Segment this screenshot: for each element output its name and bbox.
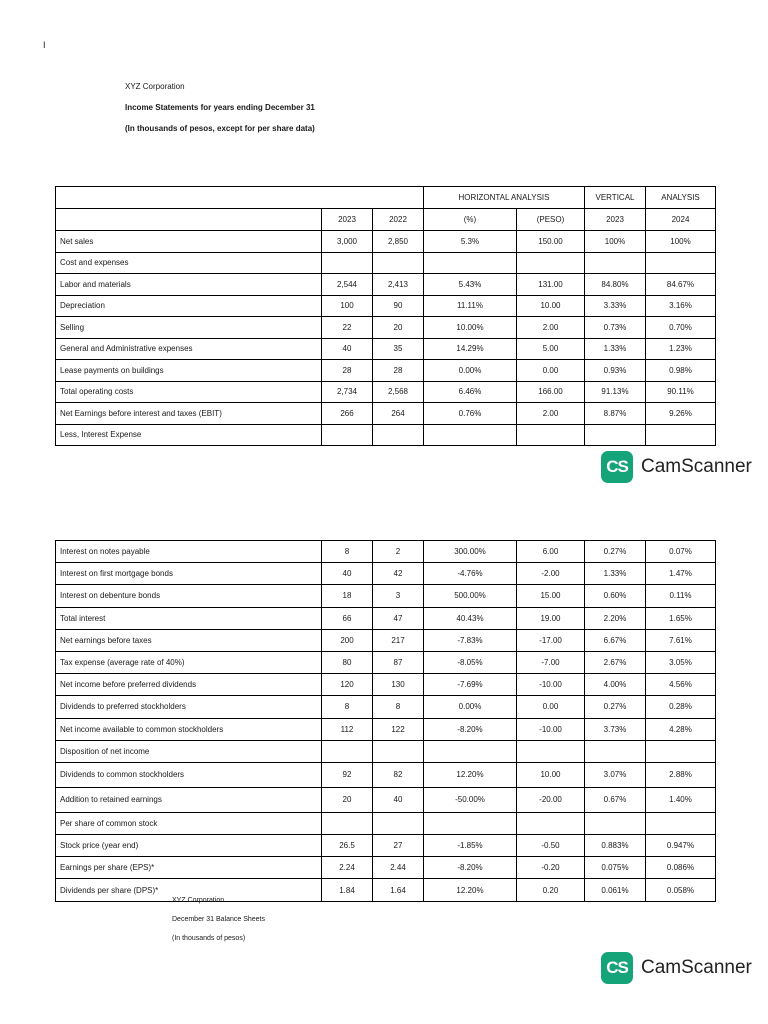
row-label: Interest on debenture bonds <box>56 585 322 607</box>
table-cell: 91.13% <box>585 381 646 403</box>
table-cell: 11.11% <box>424 295 517 317</box>
table-cell: 100% <box>646 231 716 253</box>
table-cell: 20 <box>322 787 373 812</box>
table-cell: -7.00 <box>517 651 585 673</box>
vertical-header: VERTICAL <box>585 187 646 209</box>
table-cell: 5.3% <box>424 231 517 253</box>
table-cell: 2.67% <box>585 651 646 673</box>
table-cell: -20.00 <box>517 787 585 812</box>
camscanner-text: CamScanner <box>641 957 752 978</box>
table-cell: -50.00% <box>424 787 517 812</box>
table-row <box>56 762 716 787</box>
row-label: Depreciation <box>56 295 322 317</box>
table-cell: 12.20% <box>424 879 517 901</box>
table-cell: 28 <box>322 360 373 382</box>
row-label: Interest on first mortgage bonds <box>56 563 322 585</box>
table-cell: 28 <box>373 360 424 382</box>
income-statement-continued-body <box>56 541 716 902</box>
row-label: Selling <box>56 317 322 339</box>
table-row <box>56 812 716 834</box>
table-cell: 6.46% <box>424 381 517 403</box>
table-cell: 0.67% <box>585 787 646 812</box>
table-cell: 266 <box>322 403 373 425</box>
table-cell: 120 <box>322 674 373 696</box>
table-cell: 1.33% <box>585 563 646 585</box>
table-cell: -8.20% <box>424 857 517 879</box>
col-2023-header: 2023 <box>322 209 373 231</box>
table-cell: 19.00 <box>517 607 585 629</box>
camscanner-watermark <box>601 451 752 483</box>
balance-sheet-title: December 31 Balance Sheets <box>172 916 265 923</box>
table-cell: 122 <box>373 718 424 740</box>
table-cell: 40 <box>373 787 424 812</box>
horizontal-analysis-header: HORIZONTAL ANALYSIS <box>424 187 585 209</box>
table-cell <box>373 740 424 762</box>
table-cell <box>517 812 585 834</box>
table-cell: -17.00 <box>517 629 585 651</box>
row-label: Lease payments on buildings <box>56 360 322 382</box>
table-cell: 200 <box>322 629 373 651</box>
table-cell: 26.5 <box>322 835 373 857</box>
row-label: Disposition of net income <box>56 740 322 762</box>
row-label: Less, Interest Expense <box>56 424 322 446</box>
table-cell: 2.00 <box>517 317 585 339</box>
table-row <box>56 718 716 740</box>
table-row <box>56 252 716 274</box>
table-cell: 0.20 <box>517 879 585 901</box>
table-cell: 3 <box>373 585 424 607</box>
table-cell: 15.00 <box>517 585 585 607</box>
table-cell <box>424 424 517 446</box>
table-cell: 27 <box>373 835 424 857</box>
table-row <box>56 338 716 360</box>
header-blank-cell <box>56 187 424 209</box>
table-cell: 87 <box>373 651 424 673</box>
table-cell: 2.88% <box>646 762 716 787</box>
row-label: Total interest <box>56 607 322 629</box>
table-cell <box>373 812 424 834</box>
col-vertical-2023-header: 2023 <box>585 209 646 231</box>
table-cell <box>517 424 585 446</box>
table-cell: 10.00 <box>517 762 585 787</box>
table-row <box>56 295 716 317</box>
table-cell: 3,000 <box>322 231 373 253</box>
table-cell: 6.67% <box>585 629 646 651</box>
table-cell: 92 <box>322 762 373 787</box>
table-cell <box>322 740 373 762</box>
table-cell: 2,413 <box>373 274 424 296</box>
table-cell: 0.00% <box>424 360 517 382</box>
table-cell <box>646 424 716 446</box>
row-label: Net Earnings before interest and taxes (EBIT) <box>56 403 322 425</box>
table-row <box>56 787 716 812</box>
table-cell: 2.44 <box>373 857 424 879</box>
table-cell: -0.50 <box>517 835 585 857</box>
table-cell: 131.00 <box>517 274 585 296</box>
table-cell <box>424 252 517 274</box>
table-cell: 2,568 <box>373 381 424 403</box>
table-cell: -0.20 <box>517 857 585 879</box>
table-cell: 47 <box>373 607 424 629</box>
table-row <box>56 381 716 403</box>
table-cell: 0.27% <box>585 541 646 563</box>
row-label: Earnings per share (EPS)* <box>56 857 322 879</box>
table-cell: 100 <box>322 295 373 317</box>
table-cell: 0.93% <box>585 360 646 382</box>
row-label: Cost and expenses <box>56 252 322 274</box>
table-cell: 90.11% <box>646 381 716 403</box>
table-cell: 1.40% <box>646 787 716 812</box>
col-2022-header: 2022 <box>373 209 424 231</box>
table-cell: 40.43% <box>424 607 517 629</box>
table-cell <box>646 812 716 834</box>
table-cell: 0.07% <box>646 541 716 563</box>
table-cell: 150.00 <box>517 231 585 253</box>
table-cell: 1.65% <box>646 607 716 629</box>
table-row <box>56 651 716 673</box>
table-cell: 2.00 <box>517 403 585 425</box>
table-cell: 0.76% <box>424 403 517 425</box>
income-statement-table <box>55 186 716 446</box>
table-row <box>56 607 716 629</box>
col-peso-header: (PESO) <box>517 209 585 231</box>
camscanner-watermark-bottom <box>601 952 752 984</box>
table-cell: 35 <box>373 338 424 360</box>
row-label: Tax expense (average rate of 40%) <box>56 651 322 673</box>
table-cell: 3.33% <box>585 295 646 317</box>
table-cell: 9.26% <box>646 403 716 425</box>
row-label: Net sales <box>56 231 322 253</box>
income-statement-body <box>56 231 716 446</box>
table-cell: 5.00 <box>517 338 585 360</box>
table-cell: 1.84 <box>322 879 373 901</box>
table-cell: -4.76% <box>424 563 517 585</box>
table-row <box>56 563 716 585</box>
table-cell <box>322 812 373 834</box>
table-cell: 40 <box>322 338 373 360</box>
table-cell: 84.67% <box>646 274 716 296</box>
col-vertical-2024-header: 2024 <box>646 209 716 231</box>
table-cell: 0.947% <box>646 835 716 857</box>
table-cell <box>585 812 646 834</box>
table-row <box>56 585 716 607</box>
row-label: Dividends to common stockholders <box>56 762 322 787</box>
table-row <box>56 541 716 563</box>
table-cell: 112 <box>322 718 373 740</box>
table-cell: 0.058% <box>646 879 716 901</box>
table-cell: -1.85% <box>424 835 517 857</box>
table-row <box>56 674 716 696</box>
table-cell: -10.00 <box>517 674 585 696</box>
table-cell: -7.69% <box>424 674 517 696</box>
row-label: Total operating costs <box>56 381 322 403</box>
table-cell: 0.70% <box>646 317 716 339</box>
table-cell: -8.20% <box>424 718 517 740</box>
table-cell: 84.80% <box>585 274 646 296</box>
table-row <box>56 879 716 901</box>
table-cell: 1.23% <box>646 338 716 360</box>
table-cell: 10.00% <box>424 317 517 339</box>
table-cell: 2,734 <box>322 381 373 403</box>
table-cell: 2,544 <box>322 274 373 296</box>
table-cell: 8 <box>373 696 424 718</box>
table-cell: 0.00% <box>424 696 517 718</box>
statement-title: Income Statements for years ending December 31 <box>125 103 315 112</box>
table-cell: 22 <box>322 317 373 339</box>
balance-sheet-company: XYZ Corporation <box>172 897 225 904</box>
table-cell: 4.56% <box>646 674 716 696</box>
table-cell: 0.28% <box>646 696 716 718</box>
table-cell: 14.29% <box>424 338 517 360</box>
company-name: XYZ Corporation <box>125 82 185 91</box>
table-cell: 0.00 <box>517 696 585 718</box>
table-cell: 12.20% <box>424 762 517 787</box>
table-row <box>56 696 716 718</box>
camscanner-logo-icon: CS <box>601 952 633 984</box>
table-cell <box>373 252 424 274</box>
table-cell: 100% <box>585 231 646 253</box>
table-cell: -8.05% <box>424 651 517 673</box>
table-row <box>56 424 716 446</box>
table-cell: 18 <box>322 585 373 607</box>
col-pct-header: (%) <box>424 209 517 231</box>
table-cell: 3.07% <box>585 762 646 787</box>
table-cell: -7.83% <box>424 629 517 651</box>
balance-sheet-subtitle: (In thousands of pesos) <box>172 935 246 942</box>
table-cell <box>585 424 646 446</box>
row-label: Interest on notes payable <box>56 541 322 563</box>
table-cell: 0.883% <box>585 835 646 857</box>
table-cell: 2,850 <box>373 231 424 253</box>
table-cell: 3.73% <box>585 718 646 740</box>
table-cell: 500.00% <box>424 585 517 607</box>
table-cell: 40 <box>322 563 373 585</box>
table-cell: 130 <box>373 674 424 696</box>
table-cell: 0.086% <box>646 857 716 879</box>
table-cell <box>517 740 585 762</box>
table-cell: 90 <box>373 295 424 317</box>
table-cell <box>424 740 517 762</box>
table-cell: 20 <box>373 317 424 339</box>
row-label: Addition to retained earnings <box>56 787 322 812</box>
table-cell: -10.00 <box>517 718 585 740</box>
table-cell: 2 <box>373 541 424 563</box>
table-row <box>56 317 716 339</box>
analysis-header: ANALYSIS <box>646 187 716 209</box>
table-cell: 2.20% <box>585 607 646 629</box>
table-row <box>56 740 716 762</box>
table-cell: 8.87% <box>585 403 646 425</box>
table-cell <box>646 740 716 762</box>
table-cell <box>646 252 716 274</box>
table-row <box>56 629 716 651</box>
table-cell: 3.16% <box>646 295 716 317</box>
table-cell: 0.98% <box>646 360 716 382</box>
table-cell: 66 <box>322 607 373 629</box>
row-label: Net income available to common stockholders <box>56 718 322 740</box>
table-cell <box>517 252 585 274</box>
table-cell: 4.28% <box>646 718 716 740</box>
table-cell: 6.00 <box>517 541 585 563</box>
table-row <box>56 360 716 382</box>
table-cell: 8 <box>322 541 373 563</box>
row-label: General and Administrative expenses <box>56 338 322 360</box>
table-cell: -2.00 <box>517 563 585 585</box>
table-cell: 0.075% <box>585 857 646 879</box>
table-cell: 2.24 <box>322 857 373 879</box>
table-cell: 5.43% <box>424 274 517 296</box>
table-cell: 0.60% <box>585 585 646 607</box>
table-cell: 217 <box>373 629 424 651</box>
row-label: Stock price (year end) <box>56 835 322 857</box>
table-cell: 0.27% <box>585 696 646 718</box>
table-cell: 264 <box>373 403 424 425</box>
table-cell: 0.11% <box>646 585 716 607</box>
table-cell: 10.00 <box>517 295 585 317</box>
column-header-row <box>56 209 716 231</box>
table-cell <box>585 252 646 274</box>
statement-subtitle: (In thousands of pesos, except for per share data) <box>125 124 315 133</box>
table-cell: 0.73% <box>585 317 646 339</box>
table-cell <box>322 252 373 274</box>
table-row <box>56 231 716 253</box>
table-cell <box>322 424 373 446</box>
table-cell: 1.64 <box>373 879 424 901</box>
camscanner-text: CamScanner <box>641 456 752 477</box>
row-label: Dividends per share (DPS)* <box>56 879 322 901</box>
table-cell <box>585 740 646 762</box>
income-statement-continued-table <box>55 540 716 902</box>
table-cell: 82 <box>373 762 424 787</box>
table-cell: 42 <box>373 563 424 585</box>
row-label: Labor and materials <box>56 274 322 296</box>
table-cell: 4.00% <box>585 674 646 696</box>
row-label: Per share of common stock <box>56 812 322 834</box>
table-cell: 8 <box>322 696 373 718</box>
table-row <box>56 274 716 296</box>
table-cell: 1.33% <box>585 338 646 360</box>
page-mark: I <box>43 40 46 50</box>
table-row <box>56 403 716 425</box>
table-row <box>56 857 716 879</box>
table-cell: 7.61% <box>646 629 716 651</box>
table-cell: 1.47% <box>646 563 716 585</box>
table-cell: 300.00% <box>424 541 517 563</box>
table-cell: 166.00 <box>517 381 585 403</box>
analysis-header-row <box>56 187 716 209</box>
header-label-cell <box>56 209 322 231</box>
row-label: Dividends to preferred stockholders <box>56 696 322 718</box>
table-cell: 0.00 <box>517 360 585 382</box>
table-cell: 3.05% <box>646 651 716 673</box>
table-cell <box>373 424 424 446</box>
table-cell <box>424 812 517 834</box>
row-label: Net income before preferred dividends <box>56 674 322 696</box>
camscanner-logo-icon: CS <box>601 451 633 483</box>
table-cell: 0.061% <box>585 879 646 901</box>
row-label: Net earnings before taxes <box>56 629 322 651</box>
table-row <box>56 835 716 857</box>
table-cell: 80 <box>322 651 373 673</box>
